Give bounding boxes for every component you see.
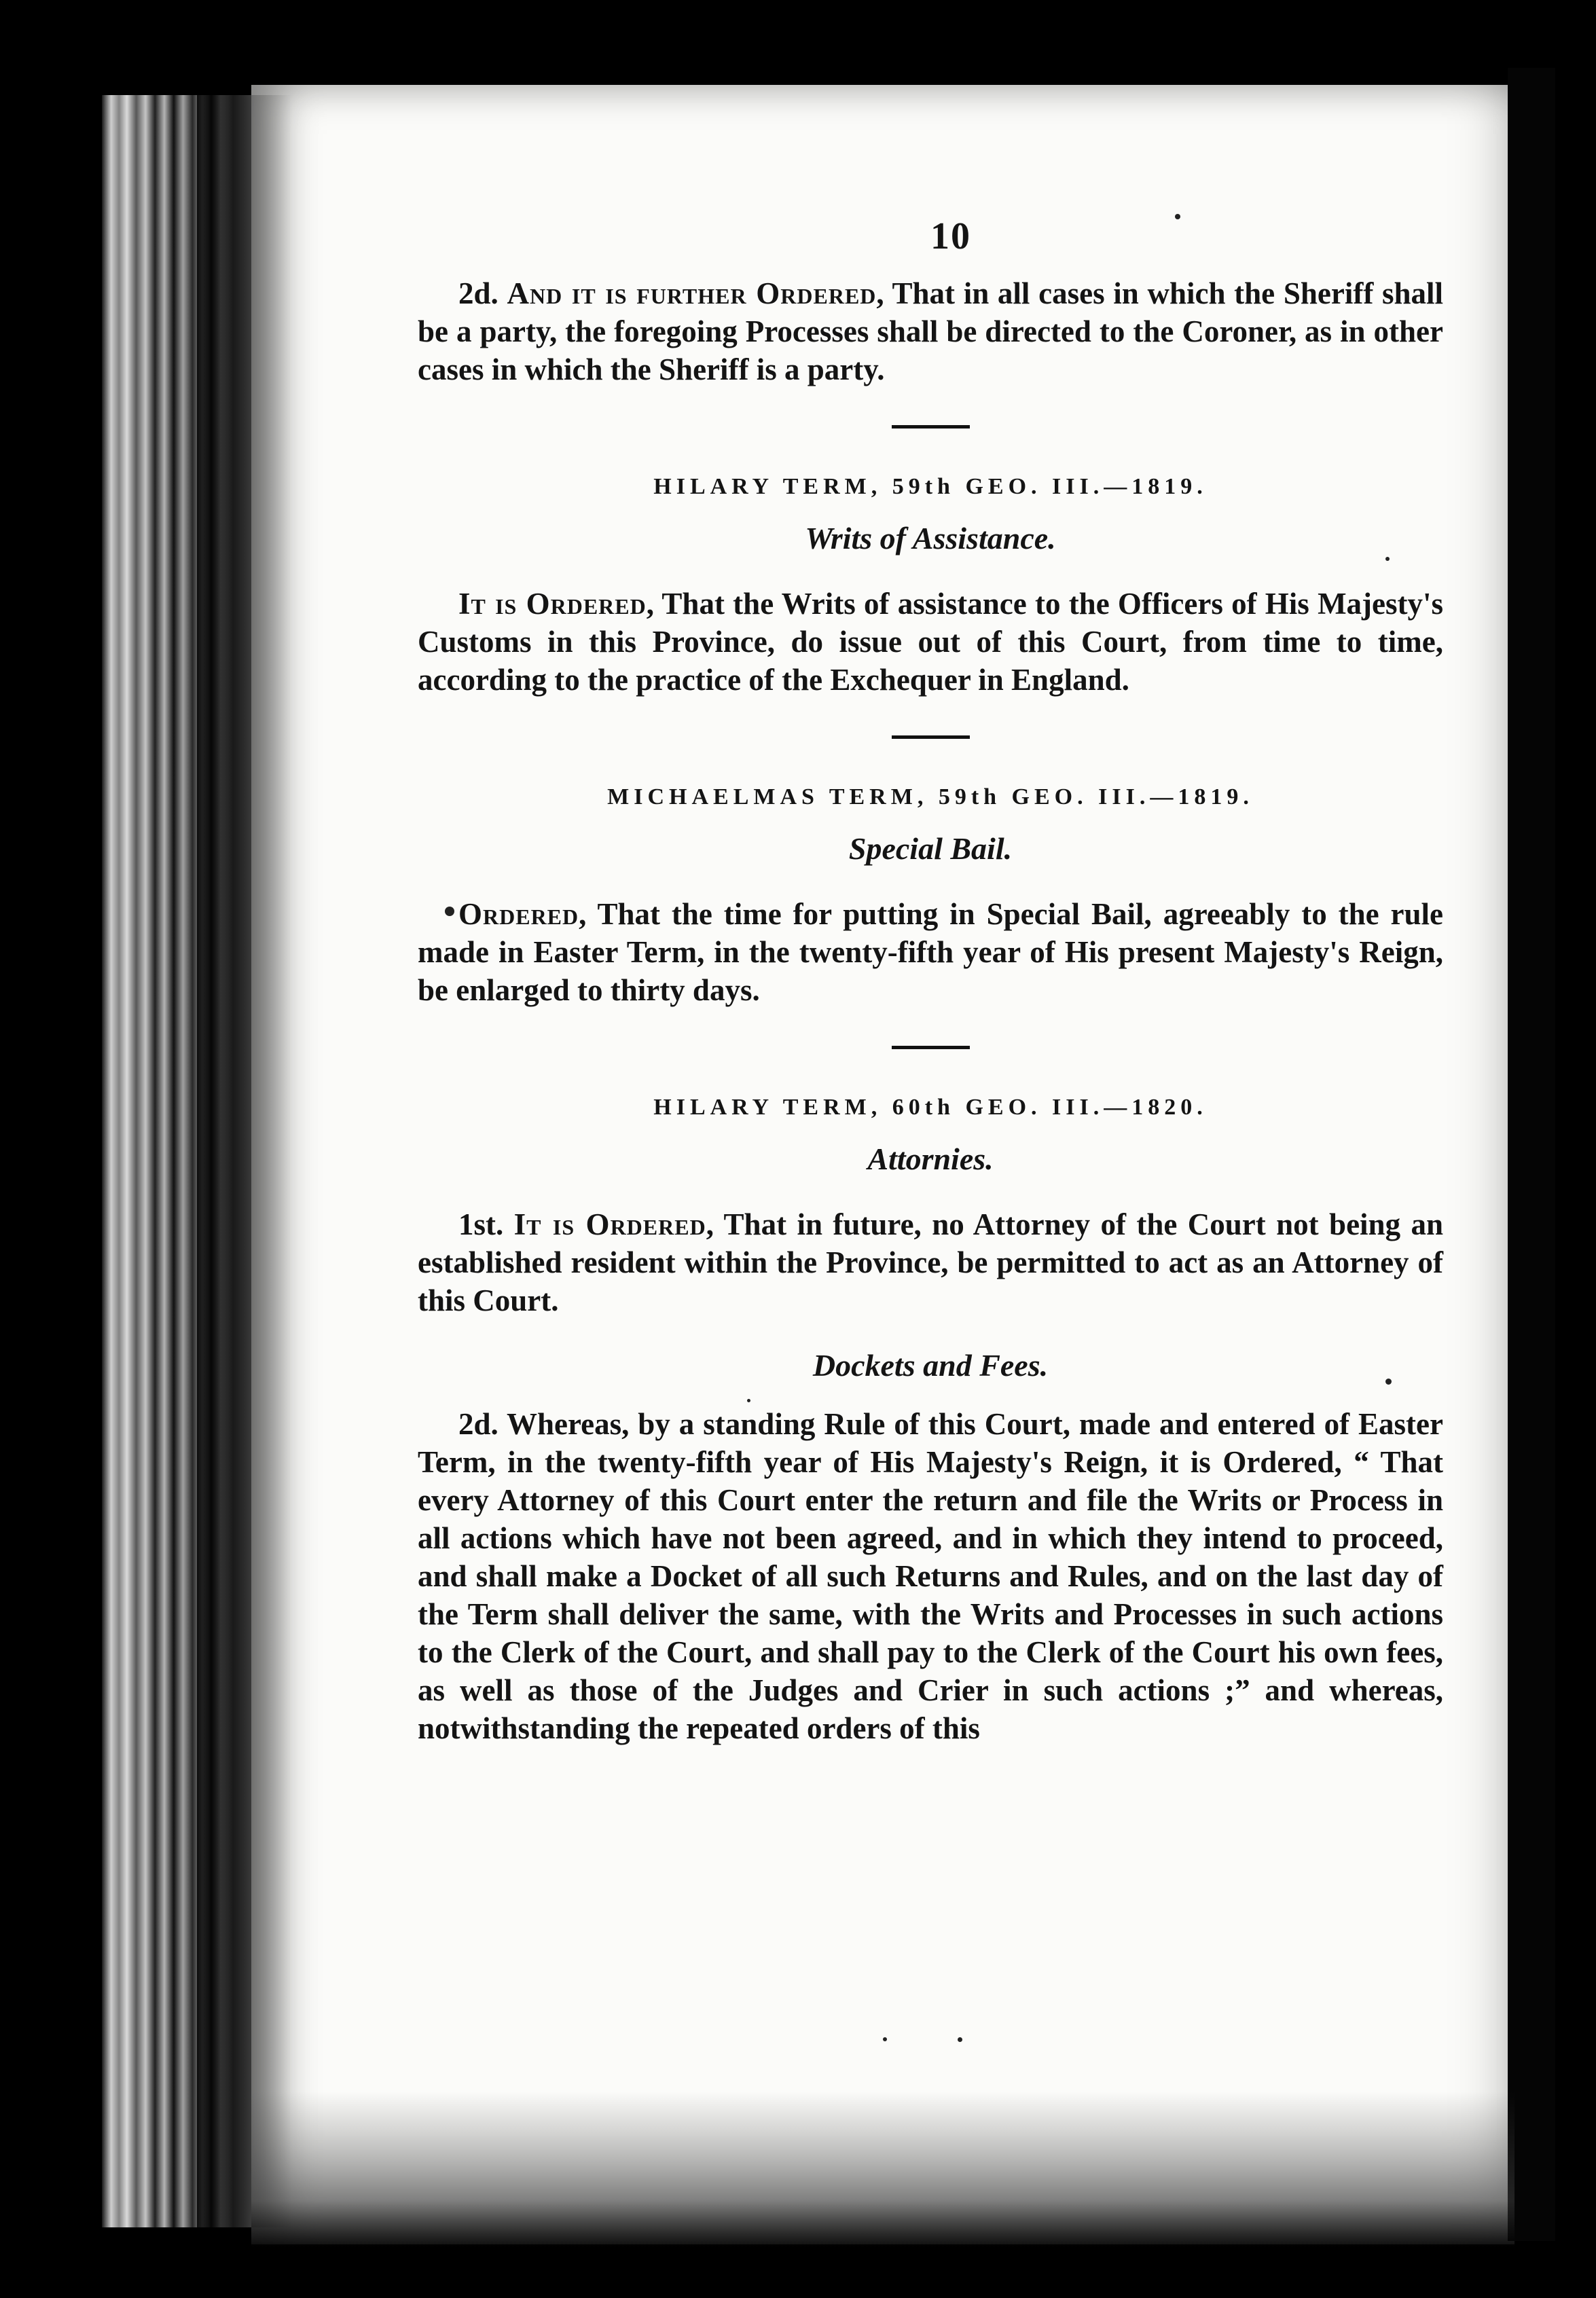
bottom-edge-shadow: [251, 2092, 1515, 2248]
paragraph-dockets-and-fees: 2d. Whereas, by a standing Rule of this Court, made and entered of Easter Term, in the twenty-fifth year of His Majesty's Reign, it is Ordered, “ That every Attorney of this Court enter the return and file the Writs or Process in all actions which have not been agreed, and in which they intend to proceed, and shall make a Docket of all such Returns and Rules, and on the last day of the Term shall deliver the same, with the Writs and Processes in such actions to the Clerk of the Court, and shall pay to the Clerk of the Court his own fees, as well as those of the Judges and Crier in such actions ;” and whereas, notwithstanding the repeated orders of this: [418, 1407, 1443, 1745]
page-number: 10: [930, 215, 971, 257]
page-text: [418, 204, 1443, 1747]
term-heading-michaelmas-1819: MICHAELMAS TERM, 59th GEO. III.—1819.: [607, 784, 1254, 809]
paragraph-body: , That in future, no Attorney of the Court not being an established resident within the Province, be permitted to act as an Attorney of this Court.: [418, 1207, 1444, 1317]
section-divider: [892, 1046, 970, 1049]
smallcaps-ordered: It is Ordered: [513, 1207, 706, 1241]
smallcaps-ordered: It is Ordered: [458, 587, 647, 621]
subheading-dockets-and-fees: Dockets and Fees.: [812, 1348, 1049, 1383]
subheading-writs-of-assistance: Writs of Assistance.: [805, 521, 1056, 555]
paragraph-body: , That the Writs of assistance to the Officers of His Majesty's Customs in this Province, do issue out of this Court, from time to time, according to the practice of the Exchequer in England.: [418, 587, 1444, 697]
section-divider: [892, 425, 970, 428]
section-divider: [892, 735, 970, 739]
term-heading-hilary-1819: HILARY TERM, 59th GEO. III.—1819.: [653, 474, 1208, 499]
paragraph-lead: 1st.: [458, 1207, 514, 1241]
paragraph-attornies: [418, 1205, 1443, 1319]
paragraph-body: , That in all cases in which the Sheriff shall be a party, the foregoing Processes shall be directed to the Coroner, as in other cases in which the Sheriff is a party.: [418, 276, 1444, 386]
paragraph-special-bail: [418, 895, 1443, 1009]
paragraph-body: , That the time for putting in Special Bail, agreeably to the rule made in Easter Term, in the twenty-fifth year of His present Majesty's Reign, be enlarged to thirty days.: [418, 897, 1443, 1007]
paragraph-lead: 2d.: [458, 276, 507, 310]
subheading-special-bail: Special Bail.: [848, 831, 1013, 866]
paragraph-writs-of-assistance: [418, 585, 1443, 699]
smallcaps-ordered: Ordered: [458, 897, 579, 931]
right-edge-shadow: [1508, 68, 1555, 2241]
subheading-attornies: Attornies.: [867, 1142, 994, 1176]
gutter-shadow: [197, 95, 292, 2227]
smallcaps-ordered: And it is further Ordered: [507, 276, 877, 310]
term-heading-hilary-1820: HILARY TERM, 60th GEO. III.—1820.: [653, 1095, 1208, 1120]
paragraph-2d-further-ordered: [418, 274, 1443, 388]
